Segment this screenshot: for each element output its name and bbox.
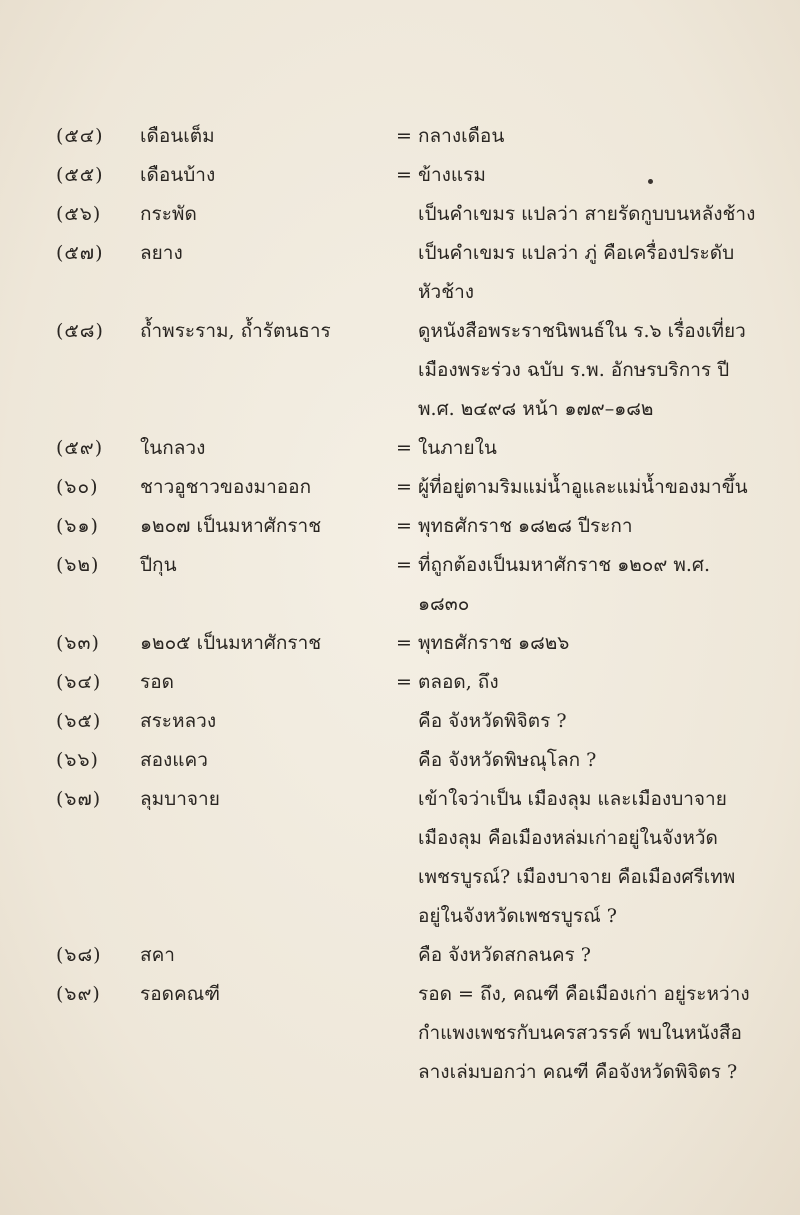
definition-line: อยู่ในจังหวัดเพชรบูรณ์ ?: [418, 905, 617, 927]
entry-row: [0, 936, 800, 975]
entry-row: [0, 624, 800, 663]
entry-term: เดือนบ้าง: [140, 164, 216, 186]
entry-row: [0, 312, 800, 429]
entry-term: รอด: [140, 671, 174, 693]
entry-number: (๖๗): [56, 788, 102, 810]
entry-number: (๖๕): [56, 710, 102, 732]
entry-term: ลุมบาจาย: [140, 788, 220, 810]
equals-sign: =: [396, 437, 412, 459]
definition-line: คือ จังหวัดพิษณุโลก ?: [418, 749, 597, 771]
entry-term: สองแคว: [140, 749, 208, 771]
entry-row: [0, 429, 800, 468]
entry-definition: [418, 663, 798, 702]
entry-term: กระพัด: [140, 203, 197, 225]
definition-line: รอด = ถึง, คณฑี คือเมืองเก่า อยู่ระหว่าง: [418, 983, 750, 1005]
entry-definition: [418, 429, 798, 468]
entry-definition: [418, 936, 798, 975]
entry-number: (๕๙): [56, 437, 104, 459]
definition-line: พุทธศักราช ๑๘๒๘ ปีระกา: [418, 515, 633, 537]
entry-row: [0, 702, 800, 741]
definition-line: เมืองพระร่วง ฉบับ ร.พ. อักษรบริการ ปี: [418, 359, 730, 381]
entry-term: ลยาง: [140, 242, 183, 264]
equals-sign: =: [396, 476, 412, 498]
entry-definition: [418, 234, 798, 312]
definition-line: คือ จังหวัดพิจิตร ?: [418, 710, 567, 732]
entry-row: [0, 507, 800, 546]
entry-row: [0, 975, 800, 1092]
definition-line: กลางเดือน: [418, 125, 505, 147]
entry-definition: [418, 507, 798, 546]
entry-row: [0, 195, 800, 234]
entry-row: [0, 663, 800, 702]
entry-number: (๖๖): [56, 749, 99, 771]
definition-line: เข้าใจว่าเป็น เมืองลุม และเมืองบาจาย: [418, 788, 727, 810]
entry-term: สคา: [140, 944, 175, 966]
definition-line: หัวช้าง: [418, 281, 475, 303]
entry-number: (๖๘): [56, 944, 102, 966]
equals-sign: =: [396, 671, 412, 693]
entry-number: (๖๓): [56, 632, 100, 654]
definition-line: คือ จังหวัดสกลนคร ?: [418, 944, 591, 966]
entry-term: ๑๒๐๗ เป็นมหาศักราช: [140, 515, 322, 537]
entry-number: (๖๐): [56, 476, 99, 498]
definition-line: ผู้ที่อยู่ตามริมแม่น้ำอูและแม่น้ำของมาขึ้น: [418, 476, 748, 498]
entry-definition: [418, 546, 798, 624]
entry-term: ในกลวง: [140, 437, 206, 459]
entry-row: [0, 546, 800, 624]
entry-list: [0, 117, 800, 1092]
definition-line: เป็นคำเขมร แปลว่า สายรัดกูบบนหลังช้าง: [418, 203, 756, 225]
entry-number: (๖๑): [56, 515, 99, 537]
entry-definition: [418, 624, 798, 663]
equals-sign: =: [396, 125, 412, 147]
definition-line: กำแพงเพชรกับนครสวรรค์ พบในหนังสือ: [418, 1022, 742, 1044]
definition-line: พุทธศักราช ๑๘๒๖: [418, 632, 570, 654]
equals-sign: =: [396, 554, 412, 576]
entry-number: (๕๖): [56, 203, 102, 225]
entry-row: [0, 117, 800, 156]
entry-row: [0, 156, 800, 195]
entry-row: [0, 468, 800, 507]
entry-definition: [418, 312, 798, 429]
entry-number: (๕๔): [56, 125, 104, 147]
entry-term: สระหลวง: [140, 710, 217, 732]
definition-line: ที่ถูกต้องเป็นมหาศักราช ๑๒๐๙ พ.ศ.: [418, 554, 710, 576]
entry-definition: [418, 195, 798, 234]
definition-line: เมืองลุม คือเมืองหล่มเก่าอยู่ในจังหวัด: [418, 827, 718, 849]
entry-term: ถ้ำพระราม, ถ้ำรัตนธาร: [140, 320, 331, 342]
entry-definition: [418, 468, 798, 507]
definition-line: ในภายใน: [418, 437, 497, 459]
entry-term: ชาวอูชาวของมาออก: [140, 476, 312, 498]
equals-sign: =: [396, 515, 412, 537]
entry-term: เดือนเต็ม: [140, 125, 215, 147]
entry-definition: [418, 741, 798, 780]
entry-definition: [418, 702, 798, 741]
entry-term: รอดคณฑี: [140, 983, 221, 1005]
definition-line: ตลอด, ถึง: [418, 671, 499, 693]
definition-line: ลางเล่มบอกว่า คณฑี คือจังหวัดพิจิตร ?: [418, 1061, 738, 1083]
definition-line: พ.ศ. ๒๔๙๘ หน้า ๑๗๙–๑๘๒: [418, 398, 654, 420]
definition-line: ข้างแรม: [418, 164, 486, 186]
entry-definition: [418, 780, 798, 936]
definition-line: เป็นคำเขมร แปลว่า ภู่ คือเครื่องประดับ: [418, 242, 735, 264]
entry-definition: [418, 156, 798, 195]
entry-row: [0, 234, 800, 312]
entry-definition: [418, 975, 798, 1092]
entry-definition: [418, 117, 798, 156]
definition-line: ดูหนังสือพระราชนิพนธ์ใน ร.๖ เรื่องเที่ยว: [418, 320, 746, 342]
entry-number: (๖๒): [56, 554, 100, 576]
entry-number: (๕๗): [56, 242, 104, 264]
equals-sign: =: [396, 632, 412, 654]
equals-sign: =: [396, 164, 412, 186]
entry-number: (๕๕): [56, 164, 104, 186]
entry-term: ปีกุน: [140, 554, 177, 576]
entry-row: [0, 741, 800, 780]
entry-number: (๖๙): [56, 983, 101, 1005]
entry-number: (๕๘): [56, 320, 104, 342]
definition-line: เพชรบูรณ์? เมืองบาจาย คือเมืองศรีเทพ: [418, 866, 736, 888]
entry-number: (๖๔): [56, 671, 102, 693]
entry-term: ๑๒๐๕ เป็นมหาศักราช: [140, 632, 322, 654]
entry-row: [0, 780, 800, 936]
definition-line: ๑๘๓๐: [418, 593, 470, 615]
